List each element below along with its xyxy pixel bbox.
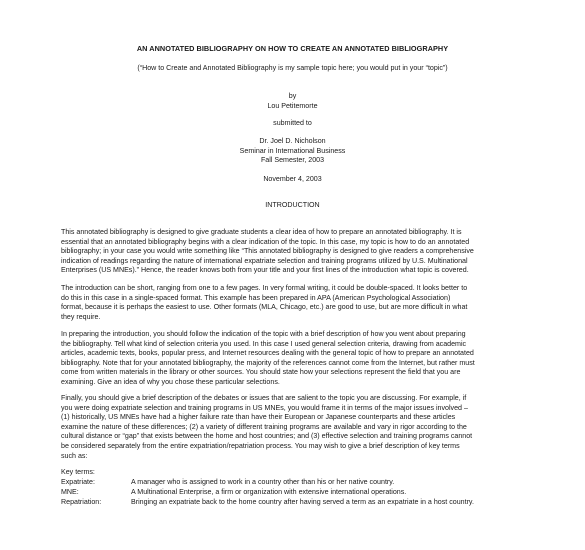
- semester-line: Fall Semester, 2003: [260, 156, 325, 165]
- document-subtitle: (“How to Create and Annotated Bibliography is my sample topic here; you would put in your “topic”): [137, 64, 448, 72]
- author-name: Lou Petitemorte: [267, 101, 318, 110]
- paragraph-line: examining. Give an idea of why you chose these particular selections.: [61, 377, 280, 386]
- key-term-name: Repatriation:: [61, 498, 102, 506]
- document-title: AN ANNOTATED BIBLIOGRAPHY ON HOW TO CREATE AN ANNOTATED BIBLIOGRAPHY: [136, 44, 449, 53]
- paragraph-line: essential that an annotated bibliography begins with a clear indication of the topic. In this case, my topic is how to do an annotated: [61, 237, 470, 246]
- document-date: November 4, 2003: [263, 175, 322, 183]
- paragraph-line: The introduction can be short, ranging from one to a few pages. In very formal writing, it could be double-spaced. It looks better to: [61, 284, 468, 292]
- paragraph-line: such as:: [61, 451, 88, 460]
- key-term-definition: A manager who is assigned to work in a country other than his or her native country.: [131, 478, 395, 486]
- key-term-definition: A Multinational Enterprise, a firm or organization with extensive international operations.: [131, 488, 407, 496]
- paragraph-line: format, because it is perhaps the easiest to use. Other formats (MLA, Chicago, etc.) are good to use, but are more difficult in what: [61, 303, 468, 312]
- intro-paragraph-4: [61, 394, 531, 461]
- paragraph-line: (1) historically, US MNEs have had a higher failure rate than have their European or Japanese counterparts and these articles: [61, 413, 456, 422]
- key-term-row: [61, 498, 531, 508]
- paragraph-line: This annotated bibliography is designed to give graduate students a clear idea of how to prepare an annotated bibliography. It is: [61, 228, 462, 236]
- intro-paragraph-3: [61, 330, 531, 388]
- paragraph-line: articles, academic texts, books, popular press, and Internet resources dealing with the general topic of how to prepare an annotated: [61, 349, 474, 358]
- by-line: by: [288, 92, 297, 100]
- key-term-row: [61, 478, 531, 488]
- paragraph-line: do this in this case in a single-spaced format. This example has been prepared in APA (American Psychological Association): [61, 293, 451, 302]
- paragraph-line: the bibliography. Tell what kind of selection criteria you used. In this case I used general selection criteria, drawing from academic: [61, 339, 467, 348]
- paragraph-line: Finally, you should give a brief description of the debates or issues that are salient to the topic you are discussing. For example, if: [61, 394, 467, 402]
- paragraph-line: cultural distance or “gap” that exists between the home and host countries; and (3) effective selection and training programs cannot: [61, 432, 473, 441]
- paragraph-line: they require.: [61, 312, 101, 321]
- paragraph-line: be considered separately from the entire expatriation/repatriation process. You may wish to give a brief description of key terms: [61, 441, 460, 450]
- paragraph-line: examine the nature of these differences; (2) a variety of different training programs are available and vary in rigor according to the: [61, 422, 467, 431]
- key-term-row: [61, 488, 531, 498]
- recipient-name: Dr. Joel D. Nicholson: [259, 137, 326, 145]
- key-term-definition: Bringing an expatriate back to the home country after having served a term as an expatriate in a host country.: [131, 498, 474, 506]
- paragraph-line: bibliography; in your case you would write something like “This annotated bibliography is designed to give readers a comprehensive: [61, 247, 474, 256]
- intro-paragraph-1: [61, 228, 531, 276]
- paragraph-line: In preparing the introduction, you should follow the indication of the topic with a brief description of how you went about preparing: [61, 330, 466, 338]
- paragraph-line: Enterprises (US MNEs).” Hence, the reader knows both from your title and your first lines of the introduction what topic is covered.: [61, 266, 469, 275]
- recipient-block: [0, 137, 585, 166]
- submitted-to-line: submitted to: [273, 119, 312, 127]
- course-name: Seminar in International Business: [239, 146, 346, 155]
- author-block: [0, 92, 585, 111]
- key-term-name: Expatriate:: [61, 478, 95, 486]
- section-heading: INTRODUCTION: [265, 201, 320, 209]
- paragraph-line: indication of readings regarding the nature of international expatriate selection and training programs utilized by U.S. Multinational: [61, 256, 468, 265]
- key-terms-label: Key terms:: [61, 468, 95, 476]
- paragraph-line: you were doing expatriate selection and training programs in US MNEs, you would frame it in terms of the major issues involved –: [61, 403, 468, 412]
- paragraph-line: bibliography. Note that for your annotated bibliography, the majority of the references cannot come from the Internet, but rather must: [61, 358, 475, 367]
- intro-paragraph-2: [61, 284, 531, 322]
- key-term-name: MNE:: [61, 488, 79, 496]
- paragraph-line: come from written materials in the library or other sources. You should state how your selections represent the field that you are: [61, 368, 461, 377]
